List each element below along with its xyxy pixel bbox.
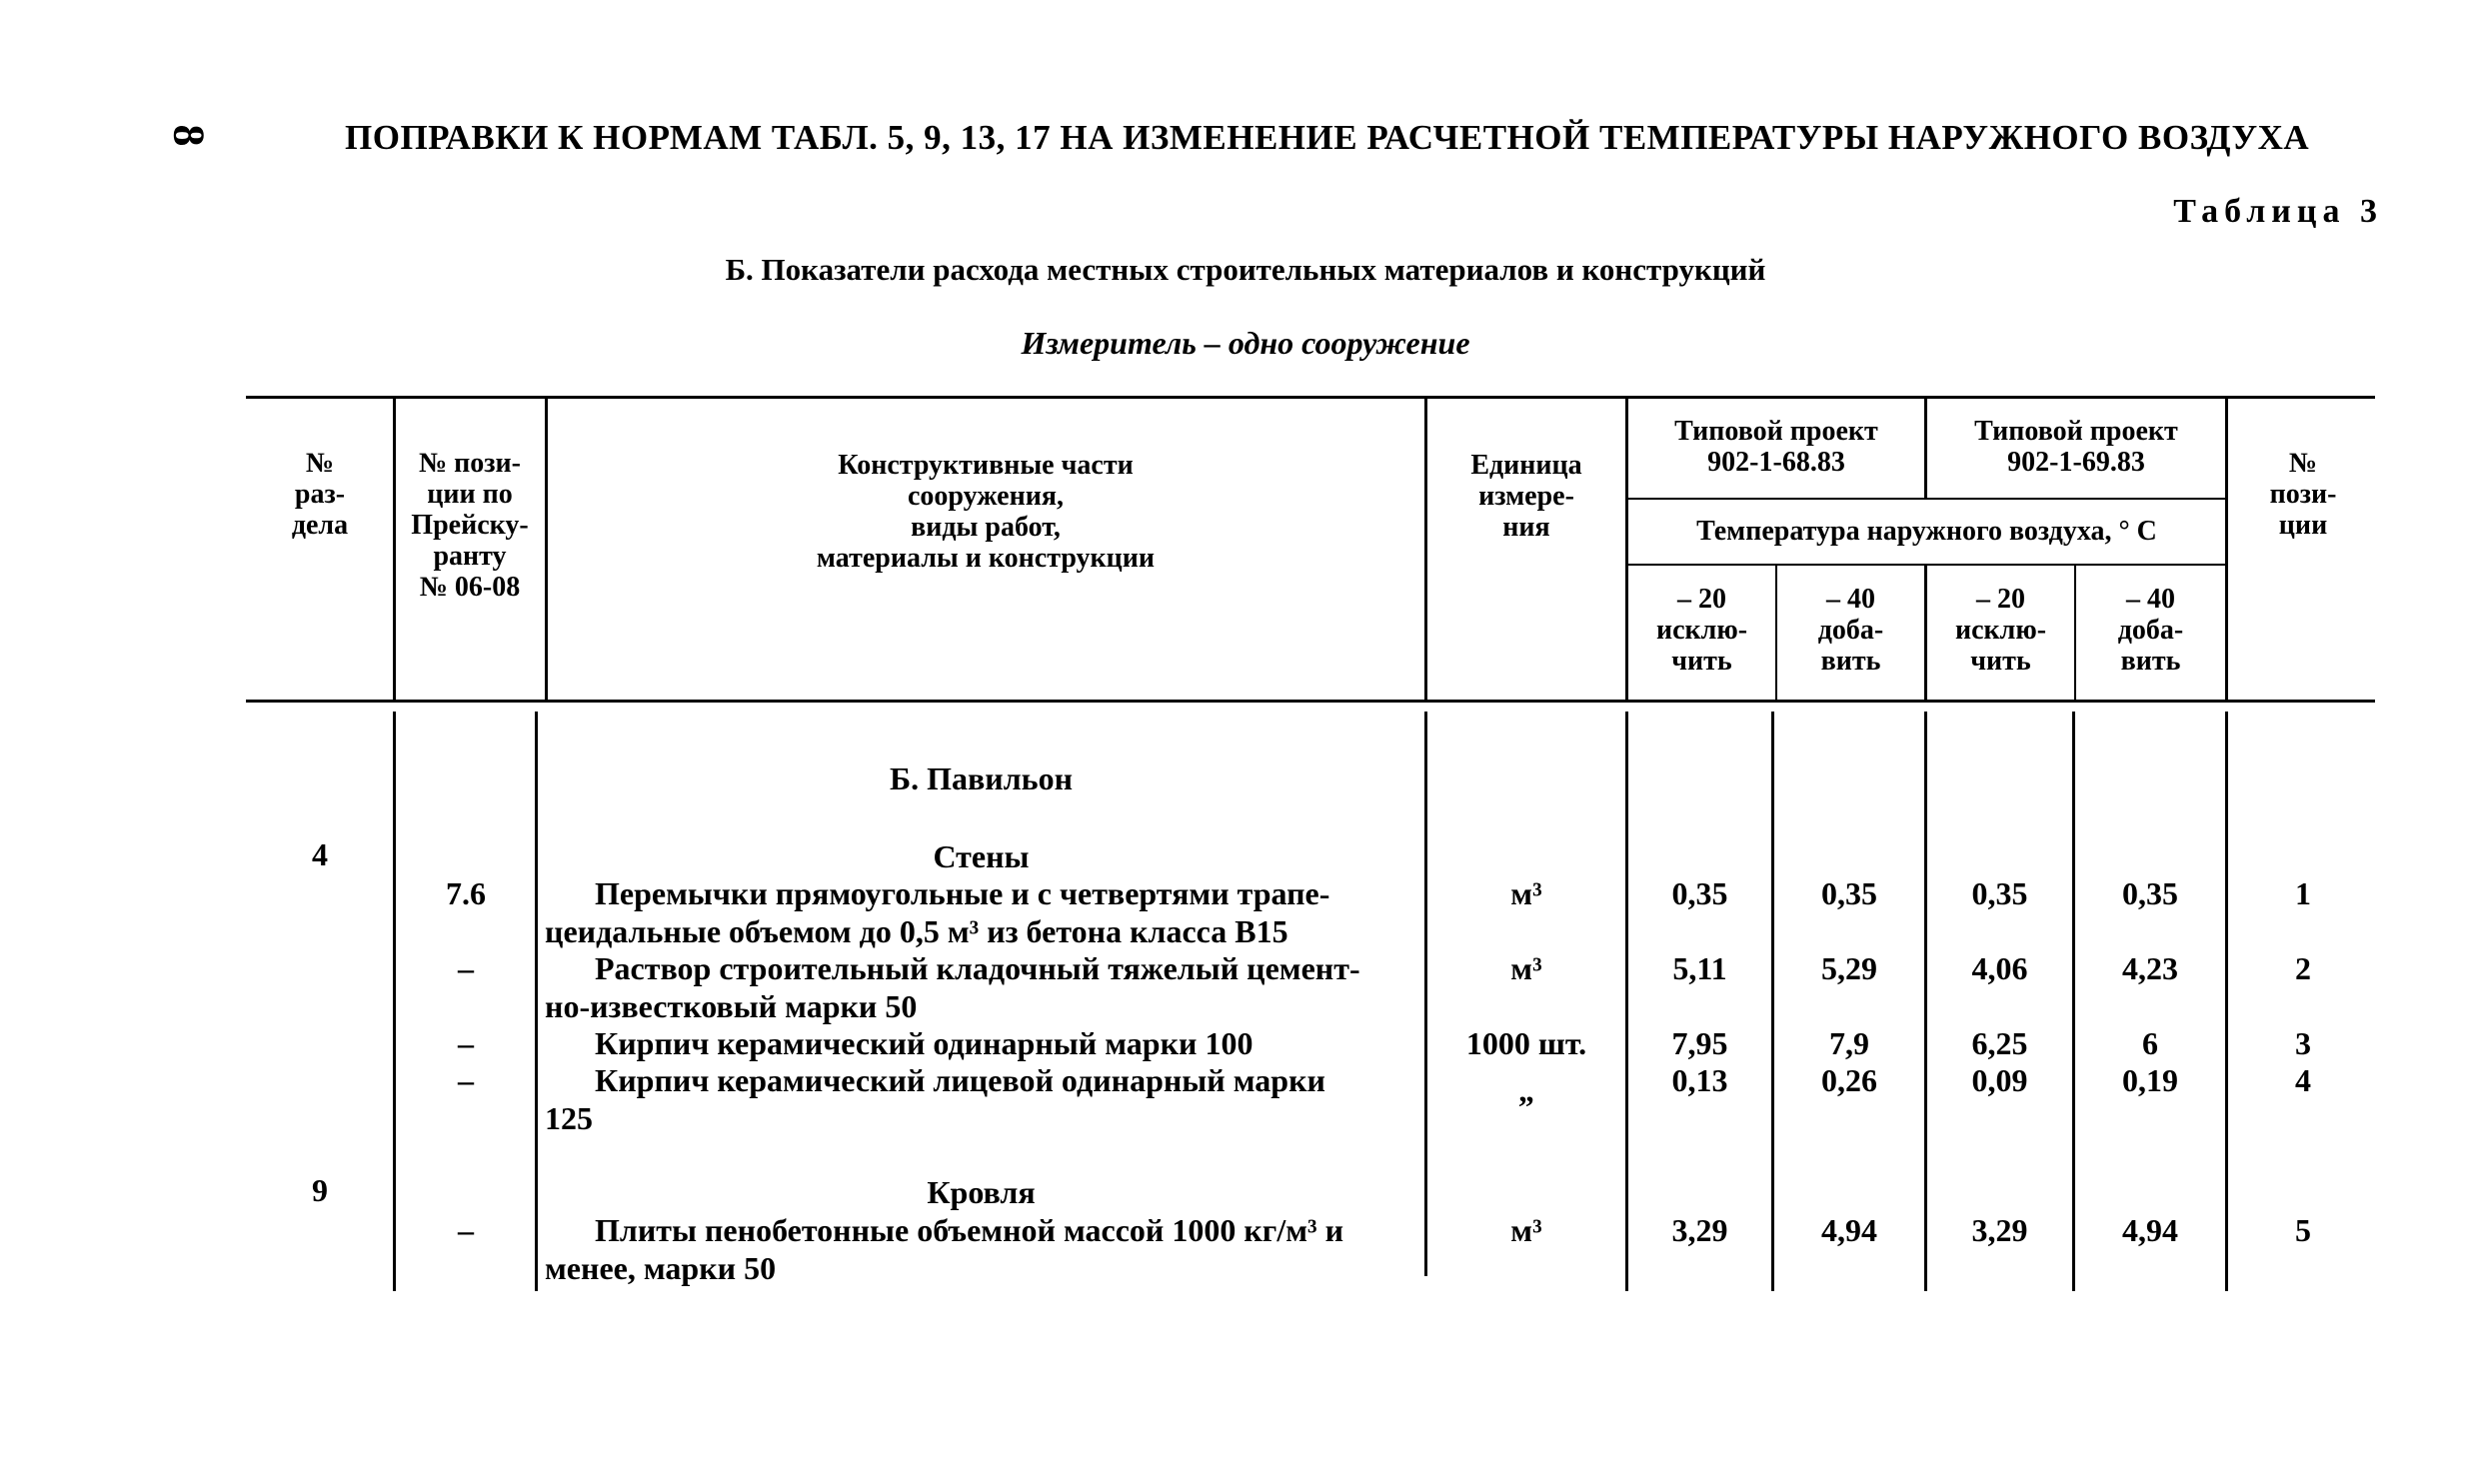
- row-description: Кирпич керамический лицевой одинарный марки 125: [545, 1062, 1325, 1136]
- value-cell: 5,29: [1821, 950, 1877, 986]
- body-vline: [1424, 712, 1427, 1276]
- value-cell: 7,95: [1671, 1025, 1728, 1061]
- hdr-vline: [2225, 398, 2228, 700]
- header-add-1: – 40 доба- вить: [1817, 584, 1884, 677]
- value-cell: 3,29: [1971, 1212, 2028, 1248]
- value-cell: 0,13: [1671, 1062, 1728, 1098]
- header-description: Конструктивные части сооружения, виды работ, материалы и конструкции: [816, 450, 1156, 574]
- body-vline: [1771, 712, 1774, 1291]
- price-position: 7.6: [446, 875, 486, 911]
- value-cell: 7,9: [1829, 1025, 1869, 1061]
- value-cell: 6: [2142, 1025, 2158, 1061]
- header-position: № пози- ции: [2269, 448, 2337, 541]
- value-cell: 5,11: [1672, 950, 1727, 986]
- table-subtitle: Б. Показатели расхода местных строительных материалов и конструкций: [725, 252, 1766, 287]
- section-title: Кровля: [927, 1174, 1036, 1210]
- section-number: 9: [312, 1172, 328, 1208]
- position-number: 2: [2295, 950, 2311, 986]
- value-cell: 4,06: [1971, 950, 2028, 986]
- price-position: –: [458, 1025, 474, 1061]
- value-cell: 3,29: [1671, 1212, 1728, 1248]
- group-title: Б. Павильон: [889, 760, 1074, 796]
- top-rule: [246, 396, 2375, 399]
- row-description: Перемычки прямоугольные и с четвертями трапе- цеидальные объемом до 0,5 м³ из бетона класса В15: [545, 875, 1330, 949]
- position-number: 5: [2295, 1212, 2311, 1248]
- value-cell: 4,94: [2122, 1212, 2178, 1248]
- price-position: –: [458, 1212, 474, 1248]
- position-number: 4: [2295, 1062, 2311, 1098]
- table-label: Таблица 3: [2173, 193, 2383, 230]
- header-project-1: Типовой проект 902-1-68.83: [1674, 416, 1878, 478]
- price-position: –: [458, 950, 474, 986]
- section-number: 4: [312, 836, 328, 872]
- header-bottom-rule: [246, 700, 2375, 703]
- header-exclude-2: – 20 исклю- чить: [1954, 584, 2047, 677]
- value-cell: 6,25: [1971, 1025, 2028, 1061]
- hdr-vline: [1424, 398, 1427, 700]
- value-cell: 0,35: [1821, 875, 1877, 911]
- header-project-2: Типовой проект 902-1-69.83: [1974, 416, 2178, 478]
- header-exclude-1: – 20 исклю- чить: [1655, 584, 1748, 677]
- unit: „: [1518, 1072, 1534, 1108]
- temperature-rule: [1627, 564, 2227, 566]
- body-vline: [2072, 712, 2075, 1291]
- unit: м³: [1510, 1212, 1542, 1248]
- header-unit: Единица измере- ния: [1470, 450, 1582, 543]
- body-vline: [1924, 712, 1927, 1291]
- value-cell: 0,09: [1971, 1062, 2028, 1098]
- price-position: –: [458, 1062, 474, 1098]
- page-number: 8: [164, 124, 214, 147]
- section-title: Стены: [933, 838, 1030, 874]
- value-cell: 0,19: [2122, 1062, 2178, 1098]
- project-rule: [1627, 498, 2227, 500]
- unit: м³: [1510, 950, 1542, 986]
- header-section: № раз- дела: [291, 448, 349, 541]
- header-price-position: № пози- ции по Прейску- ранту № 06-08: [411, 448, 529, 603]
- value-cell: 0,26: [1821, 1062, 1877, 1098]
- value-cell: 0,35: [1671, 875, 1728, 911]
- value-cell: 4,94: [1821, 1212, 1877, 1248]
- header-temperature: Температура наружного воздуха, ° С: [1696, 516, 2157, 547]
- unit: 1000 шт.: [1465, 1025, 1587, 1061]
- row-description: Плиты пенобетонные объемной массой 1000 кг/м³ и менее, марки 50: [545, 1212, 1344, 1286]
- unit: м³: [1510, 875, 1542, 911]
- position-number: 3: [2295, 1025, 2311, 1061]
- body-vline: [2225, 712, 2228, 1291]
- body-vline: [393, 712, 396, 1291]
- page-header: ПОПРАВКИ К НОРМАМ ТАБЛ. 5, 9, 13, 17 НА ИЗМЕНЕНИЕ РАСЧЕТНОЙ ТЕМПЕРАТУРЫ НАРУЖНОГО ВОЗДУХА: [345, 118, 2310, 157]
- body-vline: [1625, 712, 1628, 1291]
- header-add-2: – 40 доба- вить: [2117, 584, 2184, 677]
- value-cell: 0,35: [1971, 875, 2028, 911]
- row-description: Кирпич керамический одинарный марки 100: [595, 1025, 1253, 1061]
- row-description: Раствор строительный кладочный тяжелый цемент- но-известковый марки 50: [545, 950, 1360, 1024]
- measure-caption: Измеритель – одно сооружение: [1021, 325, 1470, 361]
- value-cell: 4,23: [2122, 950, 2178, 986]
- position-number: 1: [2295, 875, 2311, 911]
- value-cell: 0,35: [2122, 875, 2178, 911]
